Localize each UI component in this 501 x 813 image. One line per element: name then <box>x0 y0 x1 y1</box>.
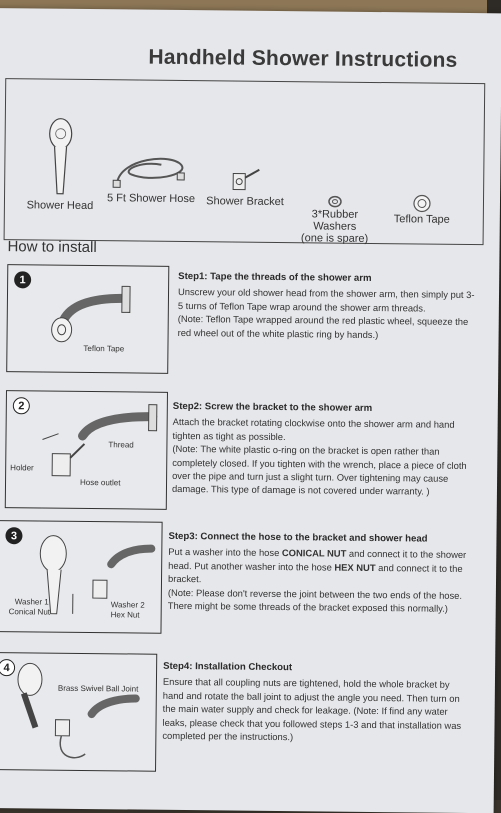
step2-illustration <box>5 390 168 510</box>
step1-body: Unscrew your old shower head from the shower arm, then simply put 3-5 turns of Teflon Tape wrap around the shower arm threads. <box>177 286 475 314</box>
label-conical-nut: Conical Nut <box>8 607 51 617</box>
part-hose <box>105 152 198 205</box>
shower-bracket-icon <box>225 165 265 195</box>
label-thread: Thread <box>108 440 134 450</box>
section-heading: How to install <box>7 238 97 257</box>
shower-head-icon <box>43 116 78 200</box>
step2-note: (Note: The white plastic o-ring on the bracket is open rather than completely closed. If you tighten with the wrench, place a piece of cloth over the pipe and turn just a slight turn. Over tightening may cause damage. This type of damage is not covered under warranty. ) <box>171 443 467 498</box>
label-teflon-tape: Teflon Tape <box>83 343 125 354</box>
step-number-badge: 3 <box>5 527 22 544</box>
label-ball-joint: Brass Swivel Ball Joint <box>57 683 139 694</box>
step3-text <box>168 530 477 616</box>
part-tape <box>387 193 457 226</box>
step4-body: Ensure that all coupling nuts are tightened, hold the whole bracket by hand and rotate the ball joint to adjust the angle you need. Then turn on the main water supply and check for leakage. (Note: If find any water leaks, please check that you followed steps 1-3 and that installation was completed per the instructions.) <box>162 676 462 743</box>
step1-heading: Step1: Tape the threads of the shower arm <box>178 270 372 284</box>
label-hose-outlet: Hose outlet <box>79 477 121 488</box>
step4-heading: Step4: Installation Checkout <box>163 660 293 674</box>
shower-arm-icon <box>13 269 164 371</box>
shower-hose-icon <box>111 152 191 193</box>
step3-body: Put a washer into the hose CONICAL NUT and connect it to the shower head. Put another washer into the hose HEX NUT and connect it to the bracket. <box>167 546 467 585</box>
step2-heading: Step2: Screw the bracket to the shower arm <box>172 400 373 414</box>
label-washer2: Washer 2 <box>110 600 145 610</box>
step4-text <box>162 660 473 746</box>
part-shower-head <box>25 115 96 212</box>
ball-joint-icon <box>0 657 156 769</box>
step1-illustration <box>6 264 169 374</box>
label-washer1: Washer 1 <box>14 597 49 607</box>
part-label: 3*Rubber Washers <box>311 208 359 233</box>
step3-illustration <box>0 520 163 634</box>
instruction-sheet <box>0 8 501 813</box>
step-number-badge: 4 <box>0 659 15 676</box>
part-sublabel: (one is spare) <box>300 232 369 245</box>
step-number-badge: 1 <box>14 271 31 288</box>
step3-heading: Step3: Connect the hose to the bracket and shower head <box>168 530 428 545</box>
part-washers <box>290 194 381 245</box>
page-title: Handheld Shower Instructions <box>148 45 458 72</box>
step2-body: Attach the bracket rotating clockwise onto the shower arm and hand tighten as tight as possible. <box>172 416 455 442</box>
step4-illustration <box>0 652 157 772</box>
step2-text <box>172 400 477 499</box>
part-label: Shower Head <box>26 199 94 213</box>
step-number-badge: 2 <box>13 397 30 414</box>
step1-note: (Note: Teflon Tape wrapped around the red plastic wheel, squeeze the red wheel out of the white plastic ring by hands.) <box>177 313 469 340</box>
part-bracket <box>205 165 285 208</box>
label-hex-nut: Hex Nut <box>110 610 140 620</box>
step1-text <box>178 270 479 342</box>
part-label: Shower Bracket <box>206 195 284 209</box>
teflon-tape-icon <box>410 193 434 213</box>
label-holder: Holder <box>10 463 34 473</box>
rubber-washer-icon <box>325 194 345 208</box>
part-label: Teflon Tape <box>393 213 450 226</box>
part-label: 5 Ft Shower Hose <box>106 192 196 206</box>
bracket-install-icon <box>12 395 163 507</box>
step3-note: (Note: Please don't reverse the joint between the two ends of the hose. There might be some threads of the bracket exposed this normally.) <box>167 586 463 614</box>
parts-list <box>4 78 486 245</box>
